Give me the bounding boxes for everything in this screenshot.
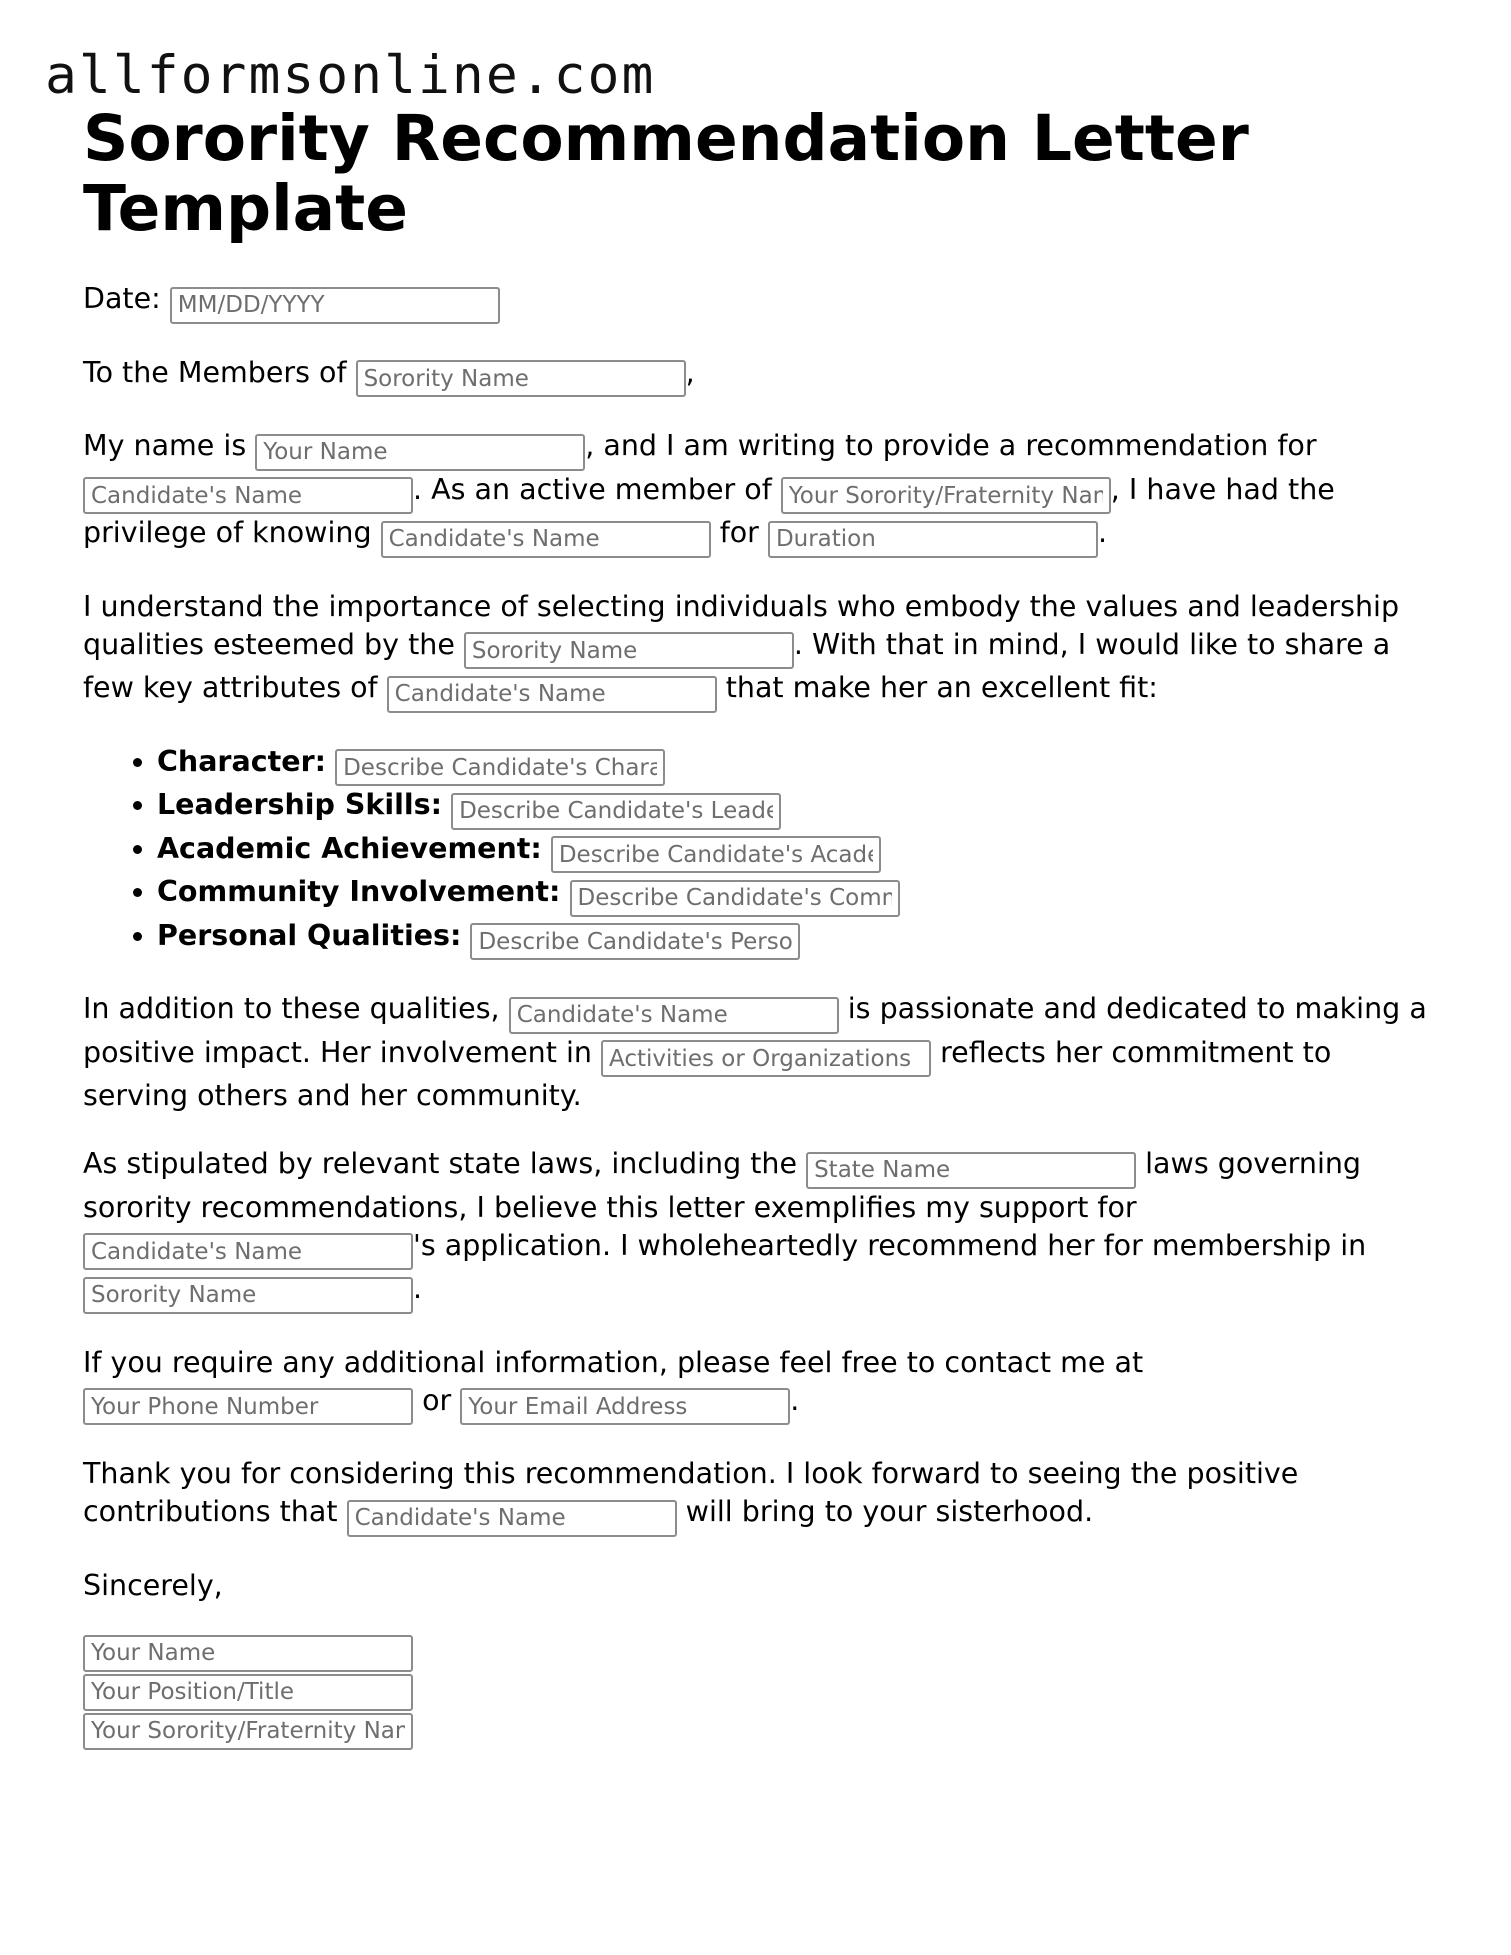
signature-position-field[interactable] bbox=[83, 1674, 413, 1711]
state-law-text: . bbox=[413, 1272, 423, 1305]
attribute-label: Academic Achievement: bbox=[157, 831, 542, 865]
list-item bbox=[157, 873, 1433, 917]
watermark: allformsonline.com bbox=[45, 45, 656, 106]
letter-template bbox=[83, 104, 1433, 1752]
phone-number-field[interactable] bbox=[83, 1388, 413, 1425]
greeting-line bbox=[83, 354, 1433, 398]
candidate-name-field[interactable] bbox=[83, 477, 413, 514]
your-name-field[interactable] bbox=[255, 434, 585, 471]
state-name-field[interactable] bbox=[806, 1152, 1136, 1189]
candidate-name-field[interactable] bbox=[347, 1500, 677, 1537]
greeting-prefix: To the Members of bbox=[83, 355, 347, 389]
community-involvement-field[interactable] bbox=[570, 880, 900, 917]
thanks-text: Thank you for considering this recommendation. I look forward to seeing the positive contributions that bbox=[83, 1457, 1299, 1528]
state-law-text: 's application. I wholeheartedly recommend her for membership in bbox=[413, 1228, 1367, 1262]
intro-paragraph bbox=[83, 427, 1433, 558]
values-text: . With that in mind, I would like to share a few key attributes of bbox=[83, 627, 1391, 704]
greeting-suffix: , bbox=[685, 355, 695, 389]
attribute-label: Character: bbox=[157, 744, 327, 778]
state-law-text: laws governing sorority recommendations, I believe this letter exemplifies my support for bbox=[83, 1147, 1362, 1224]
thanks-paragraph bbox=[83, 1455, 1433, 1537]
intro-text: , and I am writing to provide a recommendation for bbox=[585, 429, 1317, 462]
activities-field[interactable] bbox=[601, 1040, 931, 1077]
values-text: that make her an excellent fit: bbox=[725, 671, 1158, 704]
contact-text: If you require any additional information, please feel free to contact me at bbox=[83, 1345, 1144, 1379]
email-field[interactable] bbox=[460, 1388, 790, 1425]
signature-name-field[interactable] bbox=[83, 1635, 413, 1672]
list-item bbox=[157, 830, 1433, 874]
contact-text: . bbox=[790, 1383, 800, 1417]
intro-text: My name is bbox=[83, 429, 247, 462]
attribute-label: Leadership Skills: bbox=[157, 788, 442, 821]
list-item bbox=[157, 743, 1433, 787]
your-sorority-fraternity-field[interactable] bbox=[781, 477, 1111, 514]
candidate-name-field[interactable] bbox=[387, 676, 717, 713]
leadership-skills-field[interactable] bbox=[451, 793, 781, 830]
addition-paragraph bbox=[83, 990, 1433, 1115]
page-title: Sorority Recommendation Letter Template bbox=[83, 102, 1249, 245]
candidate-name-field[interactable] bbox=[509, 997, 839, 1034]
intro-text: for bbox=[719, 516, 759, 549]
attribute-label: Community Involvement: bbox=[157, 875, 561, 908]
contact-paragraph bbox=[83, 1344, 1433, 1426]
intro-text: . bbox=[1097, 516, 1107, 549]
addition-text: is passionate and dedicated to making a positive impact. Her involvement in bbox=[83, 992, 1427, 1069]
sorority-name-field[interactable] bbox=[356, 360, 686, 397]
addition-text: In addition to these qualities, bbox=[83, 992, 500, 1025]
candidate-name-field[interactable] bbox=[83, 1233, 413, 1270]
values-paragraph bbox=[83, 588, 1433, 713]
character-field[interactable] bbox=[335, 749, 665, 786]
duration-field[interactable] bbox=[768, 521, 1098, 558]
attribute-list bbox=[83, 743, 1433, 961]
signature-block bbox=[83, 1635, 1433, 1750]
list-item bbox=[157, 786, 1433, 830]
state-law-text: As stipulated by relevant state laws, including the bbox=[83, 1147, 798, 1180]
attribute-label: Personal Qualities: bbox=[157, 918, 462, 952]
signature-organization-field[interactable] bbox=[83, 1713, 413, 1750]
date-label: Date: bbox=[83, 282, 161, 315]
candidate-name-field[interactable] bbox=[381, 521, 711, 558]
academic-achievement-field[interactable] bbox=[551, 836, 881, 873]
state-law-paragraph bbox=[83, 1145, 1433, 1314]
personal-qualities-field[interactable] bbox=[470, 923, 800, 960]
intro-text: , I have had the privilege of knowing bbox=[83, 472, 1335, 549]
date-line bbox=[83, 280, 1433, 324]
sorority-name-field[interactable] bbox=[464, 632, 794, 669]
list-item bbox=[157, 917, 1433, 961]
closing: Sincerely, bbox=[83, 1568, 223, 1602]
addition-text: reflects her commitment to serving others and her community. bbox=[83, 1035, 1332, 1112]
sorority-name-field[interactable] bbox=[83, 1277, 413, 1314]
values-text: I understand the importance of selecting individuals who embody the values and leadership qualities esteemed by the bbox=[83, 589, 1400, 661]
contact-text: or bbox=[422, 1383, 452, 1417]
thanks-text: will bring to your sisterhood. bbox=[685, 1495, 1094, 1528]
intro-text: . As an active member of bbox=[413, 472, 772, 506]
date-field[interactable] bbox=[170, 287, 500, 324]
